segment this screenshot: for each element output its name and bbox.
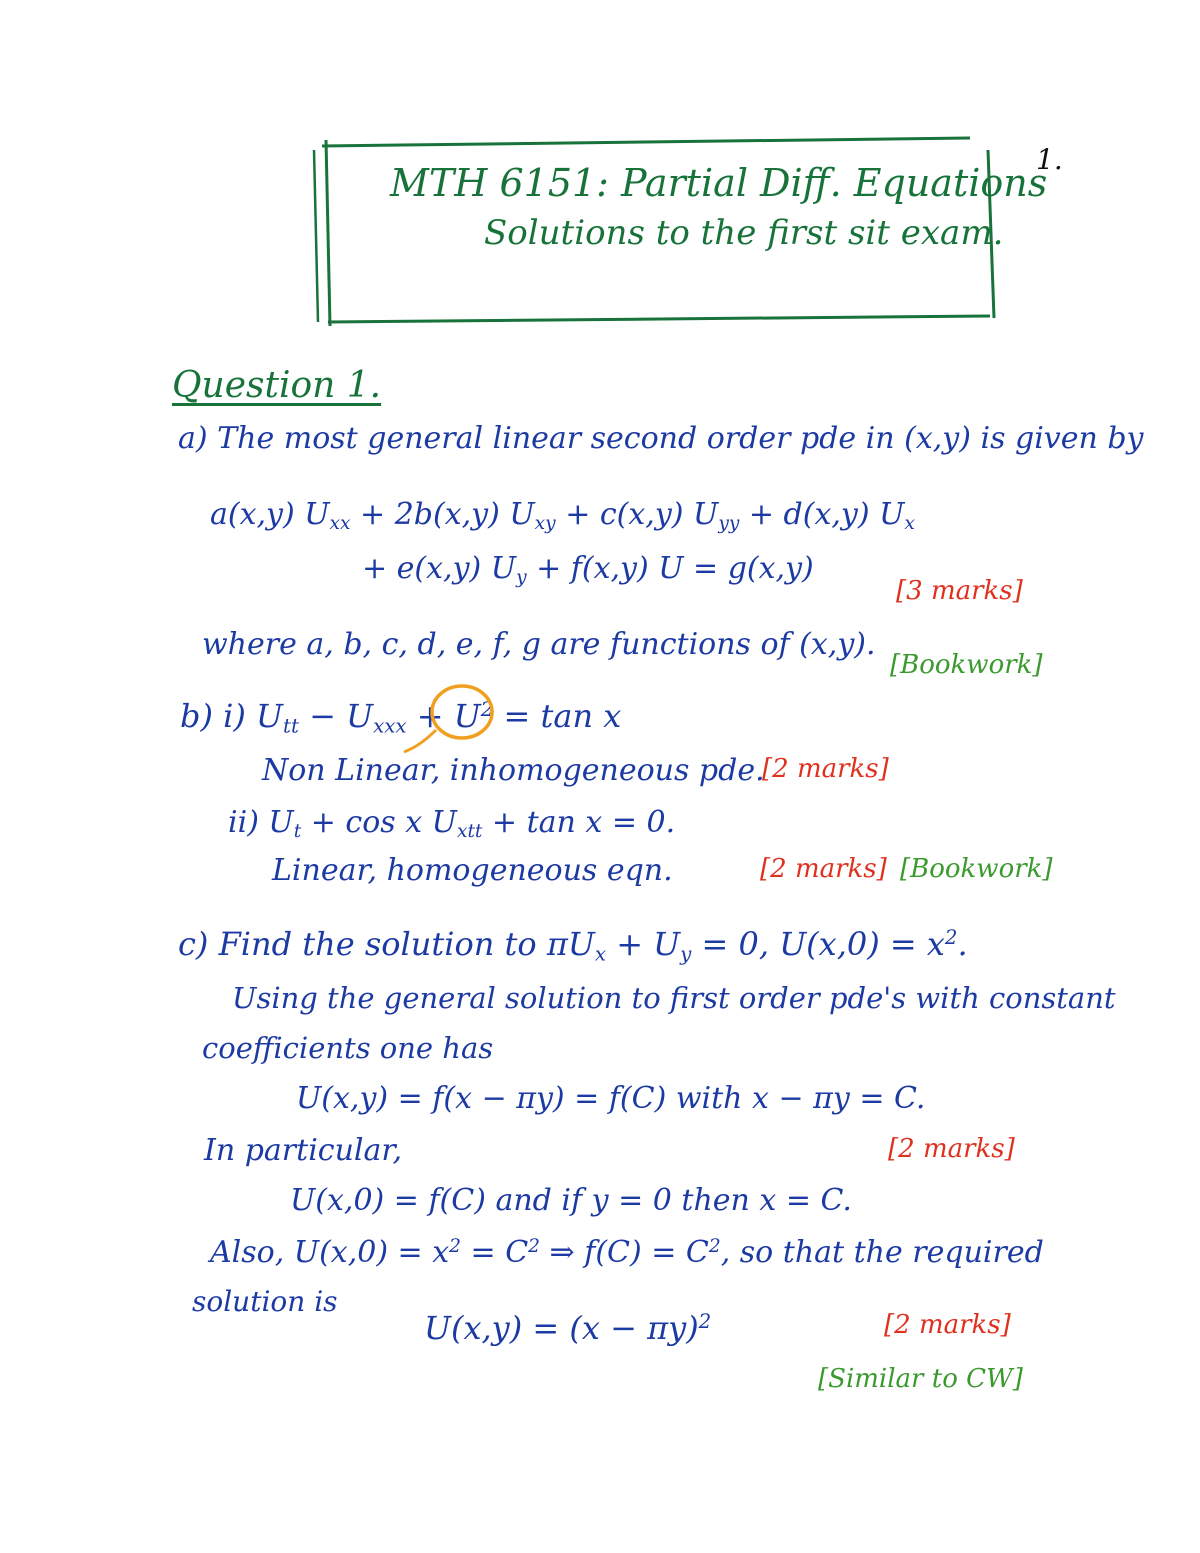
eq-sub: y [516,567,527,589]
eq-term: Also, U(x,0) = x [210,1235,450,1271]
eq-sub: t [293,821,302,843]
part-c-equation1: U(x,y) = f(x − πy) = f(C) with x − πy = C. [296,1081,926,1116]
part-c-line2: coefficients one has [202,1031,494,1065]
eq-sub: tt [283,714,299,738]
part-c-in-particular: In particular, [204,1133,402,1168]
eq-sub: xx [329,513,351,535]
eq-sup: 2 [480,698,494,722]
eq-term: U(x,y) = (x − πy) [424,1309,699,1347]
eq-term: , so that the required [720,1235,1044,1271]
eq-sup: 2 [698,1310,712,1334]
part-c-also-line [210,1235,1044,1271]
eq-term: a(x,y) U [210,497,330,532]
eq-term: b) i) U [180,697,283,735]
eq-term: + 2b(x,y) U [350,497,535,532]
eq-term: = C [461,1235,529,1271]
part-c-equation2: U(x,0) = f(C) and if y = 0 then x = C. [290,1183,852,1218]
part-c-final-equation [424,1309,712,1347]
eq-term: + f(x,y) U = g(x,y) [526,551,814,586]
eq-sub: xy [534,513,556,535]
eq-sup: 2 [708,1236,721,1257]
part-a-intro: a) The most general linear second order pde in (x,y) is given by [178,421,1144,456]
part-a-equation-line2 [362,551,814,589]
eq-sub: xxx [373,714,407,738]
eq-term: + e(x,y) U [362,551,517,586]
part-b-i-equation [180,697,622,738]
eq-sup: 2 [944,926,958,950]
eq-term: + d(x,y) U [739,497,905,532]
part-c-solution-is: solution is [192,1285,338,1318]
page-subtitle: Solutions to the first sit exam. [484,213,1004,253]
part-c-marks2: [2 marks] [884,1310,1011,1340]
eq-sub: x [594,942,607,966]
part-b-ii-equation [228,805,676,843]
eq-term: − U [298,697,374,735]
part-b-ii-description: Linear, homogeneous eqn. [272,853,673,888]
eq-sup: 2 [449,1236,461,1257]
eq-term: = 0, U(x,0) = x [691,925,945,963]
eq-term: + c(x,y) U [555,497,719,532]
part-a-where: where a, b, c, d, e, f, g are functions of (x,y). [202,627,876,662]
part-c-tag: [Similar to CW] [818,1364,1023,1394]
eq-term: + [406,697,454,735]
eq-sub: yy [718,513,740,535]
part-b-ii-tag: [Bookwork] [900,854,1053,884]
eq-term: + cos x U [301,805,457,840]
eq-term: ii) U [228,805,294,840]
part-c-line1: Using the general solution to first order pde's with constant [232,981,1116,1015]
part-b-ii-marks: [2 marks] [760,854,887,884]
eq-term: = tan x [493,697,622,735]
part-a-equation-line1 [210,497,915,535]
part-c-prompt [178,925,968,966]
part-a-marks: [3 marks] [896,576,1023,606]
part-b-i-marks: [2 marks] [762,754,889,784]
part-b-i-description: Non Linear, inhomogeneous pde. [262,753,765,788]
eq-term: ⇒ f(C) = C [540,1235,709,1271]
part-c-marks1: [2 marks] [888,1134,1015,1164]
eq-sub: xtt [456,821,483,843]
eq-sup: 2 [528,1236,541,1257]
eq-term-circled: U [453,697,481,735]
page-number: 1. [1036,143,1063,176]
page-title: MTH 6151: Partial Diff. Equations [390,161,1048,205]
eq-term: + tan x = 0. [482,805,676,840]
eq-term: + U [606,925,681,963]
eq-term: c) Find the solution to πU [178,925,595,963]
eq-term: . [957,925,968,963]
question-heading: Question 1. [172,365,382,406]
eq-sub: y [680,942,692,966]
part-a-tag: [Bookwork] [890,650,1043,680]
eq-sub: x [904,513,915,535]
